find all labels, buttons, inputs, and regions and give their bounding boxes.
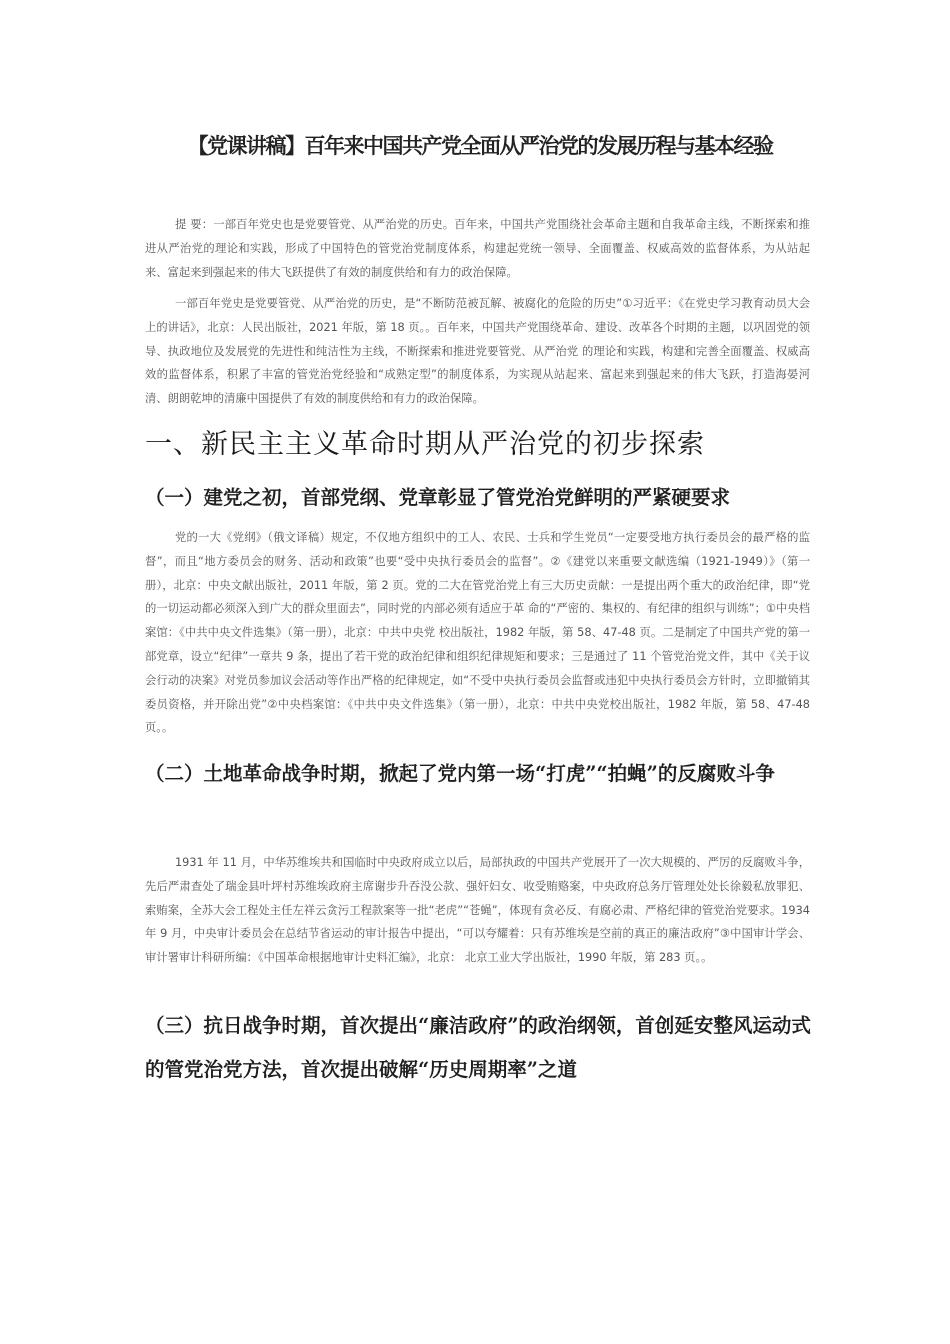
- subsection-2-paragraph: 1931 年 11 月，中华苏维埃共和国临时中央政府成立以后，局部执政的中国共产党展开了一次大规模的、严厉的反腐败斗争，先后严肃查处了瑞金县叶坪村苏维埃政府主席谢步升吞没公款、强奸妇女、收受贿赂案，中央政府总务厅管理处处长徐毅私放罪犯、索贿案，全苏大会工程处主任左祥云贪污工程款案等一批“老虎”“苍蝇”，体现有贪必反、有腐必肃、严格纪律的管党治党要求。1934 年 9 月，中央审计委员会在总结节省运动的审计报告中提出，“可以夸耀着：只有苏维埃是空前的真正的廉洁政府”③中国审计学会、审计署审计科研所编：《中国革命根据地审计史料汇编》，北京： 北京工业大学出版社，1990 年版，第 283 页。。: [145, 856, 810, 965]
- subsection-heading-1: （一）建党之初，首部党纲、党章彰显了管党治党鲜明的严紧硬要求: [145, 486, 731, 509]
- document-title: 【党课讲稿】百年来中国共产党全面从严治党的发展历程与基本经验: [187, 134, 773, 158]
- intro-paragraph: 一部百年党史是党要管党、从严治党的历史，是“不断防范被瓦解、被腐化的危险的历史”①习近平：《在党史学习教育动员大会上的讲话》，北京：人民出版社，2021 年版，第 18 页。。百年来，中国共产党围绕革命、建设、改革各个时期的主题，以巩固党的领导、执政地位及发展党的先进性和纯洁性为主线，不断探索和推进党要管党、从严治党 的理论和实践，构建和完善全面覆盖、权威高效的监督体系，积累了丰富的管党治党经验和“成熟定型”的制度体系，为实现从站起来、富起来到强起来的伟大飞跃，打造海晏河清、朗朗乾坤的清廉中国提供了有效的制度供给和有力的政治保障。: [145, 297, 810, 406]
- abstract-paragraph: 提 要：一部百年党史也是党要管党、从严治党的历史。百年来，中国共产党围绕社会革命主题和自我革命主线，不断探索和推进从严治党的理论和实践，形成了中国特色的管党治党制度体系，构建起党统一领导、全面覆盖、权威高效的监督体系，为从站起来、富起来到强起来的伟大飞跃提供了有效的制度供给和有力的政治保障。: [145, 218, 810, 279]
- subsection-heading-2: （二）土地革命战争时期，掀起了党内第一场“打虎”“拍蝇”的反腐败斗争: [145, 762, 775, 785]
- section-heading: 一、新民主主义革命时期从严治党的初步探索: [145, 429, 705, 460]
- subsection-heading-3: （三）抗日战争时期，首次提出“廉洁政府”的政治纲领，首创延安整风运动式的管党治党方法，首次提出破解“历史周期率”之道: [145, 1014, 811, 1081]
- subsection-1-paragraph: 党的一大《党纲》（俄文译稿）规定，不仅地方组织中的工人、农民、士兵和学生党员“一定要受地方执行委员会的最严格的监督”，而且“地方委员会的财务、活动和政策”也要“受中央执行委员会的监督”。②《建党以来重要文献选编（1921-1949）》（第一册），北京：中央文献出版社，2011 年版，第 2 页。党的二大在管党治党上有三大历史贡献：一是提出两个重大的政治纪律，即“党的一切运动都必须深入到广大的群众里面去”，同时党的内部必须有适应于革 命的“严密的、集权的、有纪律的组织与训练”；①中央档案馆：《中共中央文件选集》（第一册），北京：中共中央党 校出版社，1982 年版，第 58、47-48 页。二是制定了中国共产党的第一部党章，设立“纪律”一章共 9 条，提出了若干党的政治纪律和组织纪律规矩和要求；三是通过了 11 个管党治党文件，其中《关于议会行动的决案》对党员参加议会活动等作出严格的纪律规定，如“不受中央执行委员会监督或违犯中央执行委员会方针时，立即撤销其委员资格，并开除出党”②中央档案馆：《中共中央文件选集》（第一册），北京：中共中央党校出版社，1982 年版，第 58、47-48 页。。: [145, 531, 810, 735]
